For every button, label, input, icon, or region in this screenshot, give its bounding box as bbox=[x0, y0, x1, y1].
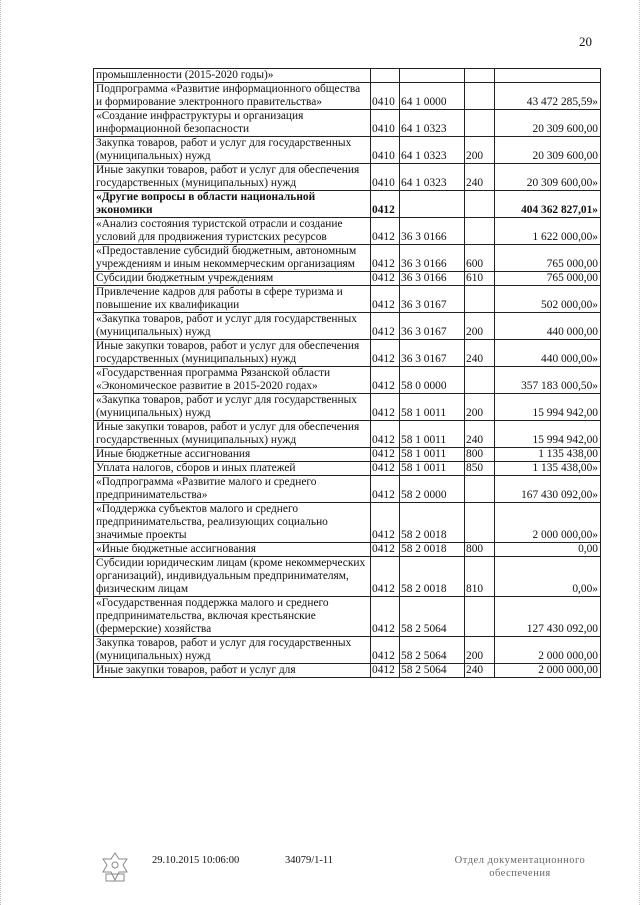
cell-target-code: 58 0 0000 bbox=[400, 367, 465, 394]
table-row bbox=[94, 286, 601, 313]
cell-section-code: 0412 bbox=[371, 543, 400, 557]
cell-target-code: 36 3 0167 bbox=[400, 286, 465, 313]
cell-description: «Подпрограмма «Развитие малого и среднего предпринимательства» bbox=[94, 476, 371, 503]
cell-section-code: 0412 bbox=[371, 557, 400, 597]
table-row bbox=[94, 69, 601, 83]
cell-section-code: 0412 bbox=[371, 597, 400, 637]
cell-amount: 440 000,00 bbox=[495, 313, 601, 340]
table-row bbox=[94, 164, 601, 191]
footer-department-line2: обеспечения bbox=[489, 868, 551, 879]
cell-amount bbox=[495, 69, 601, 83]
table-row bbox=[94, 83, 601, 110]
cell-description: «Государственная программа Рязанской области «Экономическое развитие в 2015-2020 годах» bbox=[94, 367, 371, 394]
cell-section-code: 0412 bbox=[371, 340, 400, 367]
footer-department bbox=[450, 854, 590, 880]
cell-target-code: 64 1 0323 bbox=[400, 137, 465, 164]
cell-target-code: 36 3 0166 bbox=[400, 245, 465, 272]
cell-section-code: 0412 bbox=[371, 367, 400, 394]
cell-section-code: 0412 bbox=[371, 218, 400, 245]
cell-section-code: 0412 bbox=[371, 286, 400, 313]
cell-section-code: 0412 bbox=[371, 245, 400, 272]
cell-description: Иные закупки товаров, работ и услуг для обеспечения государственных (муниципальных) нужд bbox=[94, 340, 371, 367]
cell-amount: 2 000 000,00 bbox=[495, 664, 601, 678]
cell-description: «Закупка товаров, работ и услуг для государственных (муниципальных) нужд bbox=[94, 313, 371, 340]
cell-expense-type: 810 bbox=[465, 557, 495, 597]
cell-amount: 20 309 600,00 bbox=[495, 110, 601, 137]
cell-expense-type bbox=[465, 503, 495, 543]
table-row bbox=[94, 448, 601, 462]
footer-doc-number: 34079/1-11 bbox=[285, 855, 334, 866]
cell-expense-type: 610 bbox=[465, 272, 495, 286]
table-row bbox=[94, 272, 601, 286]
cell-target-code: 58 2 5064 bbox=[400, 664, 465, 678]
cell-section-code: 0410 bbox=[371, 110, 400, 137]
footer-department-line1: Отдел документационного bbox=[454, 855, 586, 866]
cell-description: Подпрограмма «Развитие информационного общества и формирование электронного правительства» bbox=[94, 83, 371, 110]
cell-amount: 167 430 092,00» bbox=[495, 476, 601, 503]
cell-description: «Создание инфраструктуры и организация информационной безопасности bbox=[94, 110, 371, 137]
cell-section-code: 0412 bbox=[371, 664, 400, 678]
cell-description: «Поддержка субъектов малого и среднего предпринимательства, реализующих социально значимые проекты bbox=[94, 503, 371, 543]
cell-amount: 440 000,00» bbox=[495, 340, 601, 367]
cell-description: Субсидии бюджетным учреждениям bbox=[94, 272, 371, 286]
cell-section-code: 0412 bbox=[371, 272, 400, 286]
cell-amount: 1 135 438,00 bbox=[495, 448, 601, 462]
cell-target-code: 36 3 0167 bbox=[400, 340, 465, 367]
table-row bbox=[94, 245, 601, 272]
page-number: 20 bbox=[579, 34, 592, 49]
budget-table bbox=[93, 68, 601, 678]
cell-section-code bbox=[371, 69, 400, 83]
cell-expense-type bbox=[465, 191, 495, 218]
cell-expense-type: 240 bbox=[465, 664, 495, 678]
cell-target-code: 58 2 0018 bbox=[400, 503, 465, 543]
cell-target-code: 58 1 0011 bbox=[400, 448, 465, 462]
cell-target-code bbox=[400, 69, 465, 83]
cell-section-code: 0410 bbox=[371, 164, 400, 191]
cell-target-code: 36 3 0166 bbox=[400, 272, 465, 286]
cell-section-code: 0412 bbox=[371, 462, 400, 476]
table-row bbox=[94, 137, 601, 164]
cell-amount: 357 183 000,50» bbox=[495, 367, 601, 394]
cell-section-code: 0412 bbox=[371, 476, 400, 503]
table-body bbox=[94, 69, 601, 678]
cell-section-code: 0412 bbox=[371, 313, 400, 340]
cell-target-code: 58 2 0018 bbox=[400, 557, 465, 597]
table-row bbox=[94, 367, 601, 394]
cell-amount: 1 135 438,00» bbox=[495, 462, 601, 476]
scan-edge-right bbox=[636, 0, 640, 905]
table-row bbox=[94, 637, 601, 664]
cell-expense-type: 850 bbox=[465, 462, 495, 476]
cell-description: «Предоставление субсидий бюджетным, автономным учреждениям и иным некоммерческим организациям bbox=[94, 245, 371, 272]
table-row bbox=[94, 421, 601, 448]
cell-amount: 15 994 942,00 bbox=[495, 394, 601, 421]
cell-section-code: 0410 bbox=[371, 83, 400, 110]
cell-description: промышленности (2015-2020 годы)» bbox=[94, 69, 371, 83]
cell-description: Уплата налогов, сборов и иных платежей bbox=[94, 462, 371, 476]
cell-target-code: 64 1 0323 bbox=[400, 164, 465, 191]
cell-amount: 20 309 600,00 bbox=[495, 137, 601, 164]
cell-amount: 2 000 000,00 bbox=[495, 637, 601, 664]
cell-expense-type bbox=[465, 476, 495, 503]
cell-description: «Другие вопросы в области национальной экономики bbox=[94, 191, 371, 218]
cell-section-code: 0412 bbox=[371, 394, 400, 421]
cell-description: Закупка товаров, работ и услуг для государственных (муниципальных) нужд bbox=[94, 637, 371, 664]
table-row bbox=[94, 394, 601, 421]
cell-description: Иные закупки товаров, работ и услуг для bbox=[94, 664, 371, 678]
table-row bbox=[94, 597, 601, 637]
cell-amount: 20 309 600,00» bbox=[495, 164, 601, 191]
cell-target-code: 58 2 0000 bbox=[400, 476, 465, 503]
cell-expense-type bbox=[465, 110, 495, 137]
cell-section-code: 0412 bbox=[371, 637, 400, 664]
cell-description: «Государственная поддержка малого и среднего предпринимательства, включая крестьянские (фермерские) хозяйства bbox=[94, 597, 371, 637]
cell-target-code: 64 1 0323 bbox=[400, 110, 465, 137]
cell-expense-type: 240 bbox=[465, 421, 495, 448]
cell-description: Иные бюджетные ассигнования bbox=[94, 448, 371, 462]
cell-expense-type: 800 bbox=[465, 448, 495, 462]
table-row bbox=[94, 664, 601, 678]
cell-target-code: 64 1 0000 bbox=[400, 83, 465, 110]
cell-target-code: 36 3 0166 bbox=[400, 218, 465, 245]
cell-amount: 15 994 942,00 bbox=[495, 421, 601, 448]
cell-amount: 1 622 000,00» bbox=[495, 218, 601, 245]
cell-amount: 2 000 000,00» bbox=[495, 503, 601, 543]
cell-description: Иные закупки товаров, работ и услуг для обеспечения государственных (муниципальных) нужд bbox=[94, 164, 371, 191]
cell-expense-type: 240 bbox=[465, 164, 495, 191]
cell-amount: 0,00 bbox=[495, 543, 601, 557]
cell-expense-type bbox=[465, 286, 495, 313]
table-row bbox=[94, 543, 601, 557]
cell-amount: 765 000,00 bbox=[495, 245, 601, 272]
cell-target-code: 58 2 5064 bbox=[400, 597, 465, 637]
cell-description: «Иные бюджетные ассигнования bbox=[94, 543, 371, 557]
cell-expense-type: 240 bbox=[465, 340, 495, 367]
cell-target-code: 58 1 0011 bbox=[400, 421, 465, 448]
table-row bbox=[94, 462, 601, 476]
cell-target-code: 36 3 0167 bbox=[400, 313, 465, 340]
cell-target-code: 58 2 5064 bbox=[400, 637, 465, 664]
cell-expense-type: 200 bbox=[465, 313, 495, 340]
cell-amount: 404 362 827,01» bbox=[495, 191, 601, 218]
table-row bbox=[94, 191, 601, 218]
cell-description: «Анализ состояния туристской отрасли и создание условий для продвижения туристских ресурсов bbox=[94, 218, 371, 245]
table-row bbox=[94, 476, 601, 503]
page-footer bbox=[0, 846, 640, 896]
table-row bbox=[94, 503, 601, 543]
cell-target-code: 58 1 0011 bbox=[400, 394, 465, 421]
cell-expense-type: 200 bbox=[465, 394, 495, 421]
scan-edge-left bbox=[0, 0, 4, 905]
table-row bbox=[94, 313, 601, 340]
footer-date: 29.10.2015 10:06:00 bbox=[152, 855, 240, 866]
seal-icon bbox=[97, 850, 133, 886]
cell-description: Закупка товаров, работ и услуг для государственных (муниципальных) нужд bbox=[94, 137, 371, 164]
cell-target-code: 58 1 0011 bbox=[400, 462, 465, 476]
cell-amount: 43 472 285,59» bbox=[495, 83, 601, 110]
cell-expense-type: 200 bbox=[465, 137, 495, 164]
cell-section-code: 0412 bbox=[371, 191, 400, 218]
cell-amount: 765 000,00 bbox=[495, 272, 601, 286]
cell-amount: 502 000,00» bbox=[495, 286, 601, 313]
cell-expense-type: 800 bbox=[465, 543, 495, 557]
cell-expense-type bbox=[465, 367, 495, 394]
cell-description: «Закупка товаров, работ и услуг для государственных (муниципальных) нужд bbox=[94, 394, 371, 421]
cell-section-code: 0412 bbox=[371, 421, 400, 448]
cell-expense-type bbox=[465, 83, 495, 110]
cell-expense-type bbox=[465, 218, 495, 245]
cell-amount: 127 430 092,00 bbox=[495, 597, 601, 637]
cell-section-code: 0412 bbox=[371, 503, 400, 543]
table-row bbox=[94, 557, 601, 597]
cell-expense-type bbox=[465, 69, 495, 83]
cell-description: Иные закупки товаров, работ и услуг для обеспечения государственных (муниципальных) нужд bbox=[94, 421, 371, 448]
cell-target-code bbox=[400, 191, 465, 218]
cell-expense-type: 200 bbox=[465, 637, 495, 664]
cell-section-code: 0412 bbox=[371, 448, 400, 462]
table-row bbox=[94, 110, 601, 137]
cell-section-code: 0410 bbox=[371, 137, 400, 164]
cell-expense-type: 600 bbox=[465, 245, 495, 272]
cell-description: Субсидии юридическим лицам (кроме некоммерческих организаций), индивидуальным предпринимателям, физическим лицам bbox=[94, 557, 371, 597]
table-row bbox=[94, 340, 601, 367]
cell-target-code: 58 2 0018 bbox=[400, 543, 465, 557]
cell-amount: 0,00» bbox=[495, 557, 601, 597]
cell-expense-type bbox=[465, 597, 495, 637]
cell-description: Привлечение кадров для работы в сфере туризма и повышение их квалификации bbox=[94, 286, 371, 313]
table-row bbox=[94, 218, 601, 245]
